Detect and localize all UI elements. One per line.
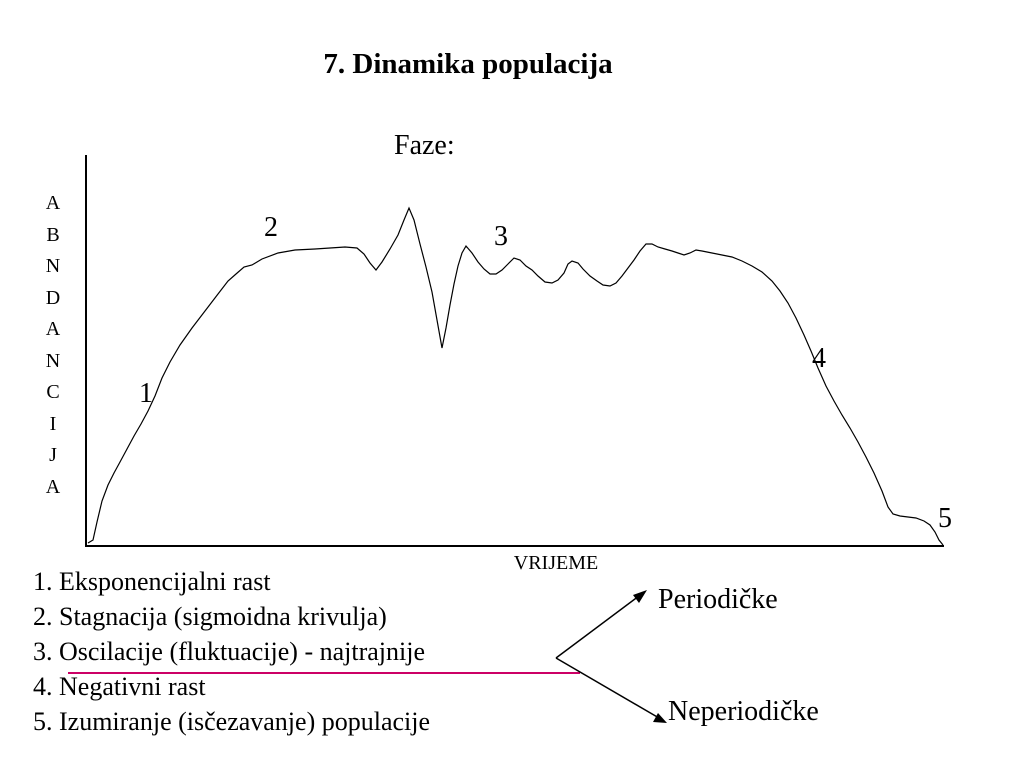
upper-branch-line xyxy=(556,596,639,658)
y-axis-letter: B xyxy=(46,223,60,246)
phases-label: Faze: xyxy=(394,130,455,161)
y-axis-letter: J xyxy=(49,444,57,466)
y-axis-letter: C xyxy=(46,381,60,403)
legend-item: 2. Stagnacija (sigmoidna krivulja) xyxy=(33,602,387,631)
phase-number-1: 1 xyxy=(139,378,153,409)
legend-item: 1. Eksponencijalni rast xyxy=(33,567,271,596)
y-axis-letter: N xyxy=(45,255,61,277)
phase-number-4: 4 xyxy=(812,343,826,374)
y-axis-letter: A xyxy=(45,192,61,214)
phase-number-5: 5 xyxy=(938,503,952,534)
page-title: 7. Dinamika populacija xyxy=(323,48,613,80)
phase-number-3: 3 xyxy=(494,221,508,252)
y-axis-letter: A xyxy=(45,318,61,340)
periodic-label: Periodičke xyxy=(658,584,778,615)
x-axis-label: VRIJEME xyxy=(513,552,599,574)
upper-arrow-head xyxy=(633,590,647,603)
phase-number-2: 2 xyxy=(264,212,278,243)
lower-branch-line xyxy=(556,658,659,718)
lower-arrow-head xyxy=(653,713,667,723)
y-axis-letter: I xyxy=(49,412,57,435)
legend-item: 4. Negativni rast xyxy=(33,672,206,701)
population-curve xyxy=(88,208,943,545)
phase-legend xyxy=(33,564,430,739)
y-axis-letter: D xyxy=(45,286,61,309)
nonperiodic-label: Neperiodičke xyxy=(668,696,819,727)
y-axis-letter: A xyxy=(45,475,61,498)
legend-item: 3. Oscilacije (fluktuacije) - najtrajnije xyxy=(33,637,425,666)
legend-item: 5. Izumiranje (isčezavanje) populacije xyxy=(33,707,431,736)
y-axis-letter: N xyxy=(45,349,61,372)
